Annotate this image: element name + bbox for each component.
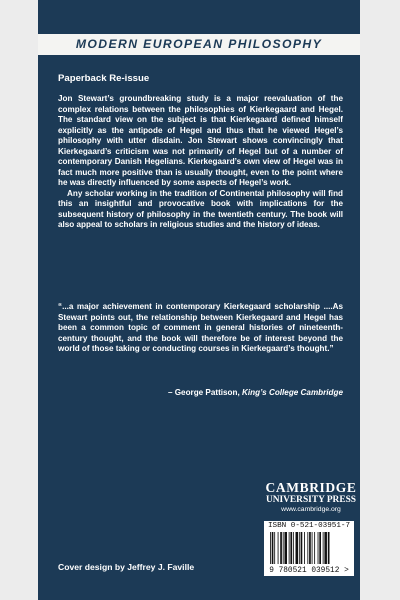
barcode-digits: 9 780521 039512 > — [269, 567, 349, 575]
quote-attribution — [58, 388, 343, 397]
quote-affiliation: King’s College Cambridge — [242, 388, 343, 397]
barcode-panel — [264, 521, 354, 576]
book-description — [58, 94, 343, 231]
isbn-label: ISBN 0-521-03951-7 — [267, 522, 351, 530]
description-paragraph-1: Jon Stewart’s groundbreaking study is a major reevaluation of the complex relations between the philosophies of Kierkegaard and Hegel. The standard view on the subject is that Kierkegaard defined himself explicitly as the antipode of Hegel and thus that he viewed Hegel’s philosophy with utter disdain. Jon Stewart shows convincingly that Kierkegaard’s criticism was not primarily of Hegel but of a number of contemporary Danish Hegelians. Kierkegaard’s own view of Hegel was in fact much more positive than is usually thought, even to the point where he was directly influenced by some aspects of Hegel’s work. — [58, 94, 343, 187]
series-band — [38, 34, 360, 55]
review-quote: “...a major achievement in contemporary Kierkegaard scholarship ....As Stewart points out, the relationship between Kierkegaard and Hegel has been a common topic of comment in general histories of nineteenth-century thought, and the book will therefore be of interest beyond the world of those taking or conducting courses in Kierkegaard’s thought.” — [58, 302, 343, 353]
publisher-logo — [262, 481, 360, 514]
cover-design-credit: Cover design by Jeffrey J. Faville — [58, 562, 195, 572]
description-paragraph-2: Any scholar working in the tradition of Continental philosophy will find this an insightful and provocative book with implications for the subsequent history of philosophy in the twentieth century. The book will also appeal to scholars in religious studies and the history of ideas. — [58, 188, 343, 229]
series-title: MODERN EUROPEAN PHILOSOPHY — [75, 37, 323, 51]
publisher-press: UNIVERSITY PRESS — [265, 495, 357, 505]
reissue-heading: Paperback Re-issue — [58, 73, 150, 84]
publisher-url: www.cambridge.org — [281, 506, 341, 513]
quote-author: – George Pattison, — [167, 388, 240, 397]
publisher-name: CAMBRIDGE — [265, 480, 357, 495]
barcode-icon — [270, 532, 350, 564]
